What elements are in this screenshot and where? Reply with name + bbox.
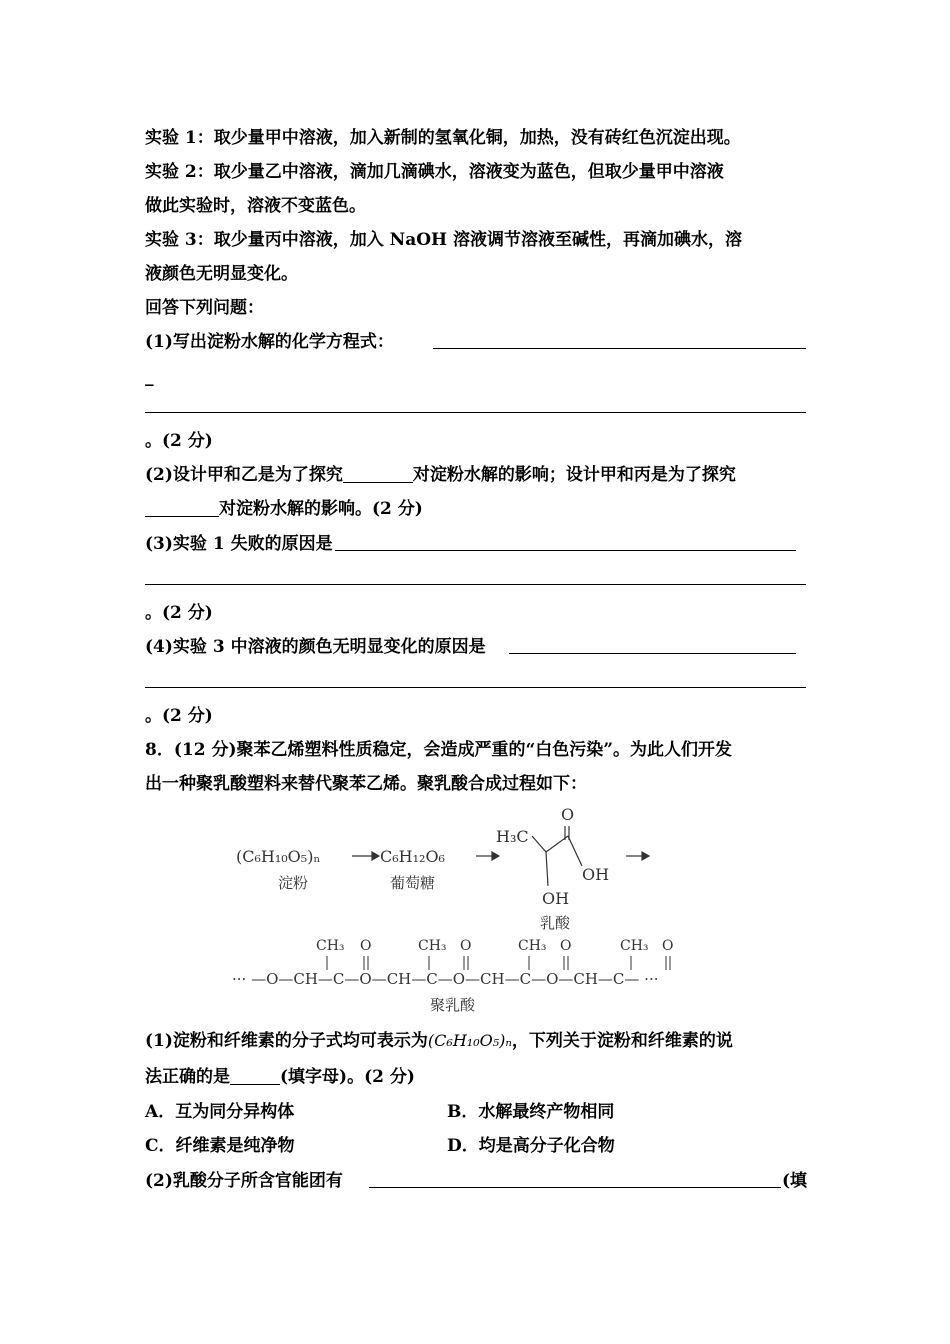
- question-7-2-line2: [145, 498, 423, 520]
- question-7-2-part-c: 对淀粉水解的影响。(2 分): [219, 499, 423, 519]
- experiment-1-text: 实验 1：取少量甲中溶液，加入新制的氢氧化铜，加热，没有砖红色沉淀出现。: [145, 128, 741, 148]
- question-7-3-end: 。(2 分): [145, 603, 213, 623]
- question-8-intro-line1: 8．(12 分)聚苯乙烯塑料性质稳定，会造成严重的“白色污染”。为此人们开发: [145, 740, 733, 760]
- polymer-ch3-4: CH₃: [620, 938, 649, 954]
- answer-blank-7-3a[interactable]: [335, 550, 796, 551]
- question-7-2-line1: [145, 464, 736, 486]
- lactic-h3c: H₃C: [496, 827, 529, 846]
- polymer-o-1: O: [360, 938, 372, 954]
- option-d[interactable]: D．均是高分子化合物: [447, 1136, 615, 1156]
- option-b[interactable]: B．水解最终产物相同: [447, 1102, 615, 1122]
- experiment-3-text-line2: 液颜色无明显变化。: [145, 264, 298, 284]
- question-7-1-end: 。(2 分): [145, 431, 213, 451]
- question-8-1-line2: [145, 1066, 415, 1088]
- glucose-formula: C₆H₁₂O₆: [380, 847, 445, 866]
- experiment-3-text-line1: 实验 3：取少量丙中溶液，加入 NaOH 溶液调节溶液至碱性，再滴加碘水，溶: [145, 230, 743, 250]
- question-8-1-part-b: ，下列关于淀粉和纤维素的说: [511, 1031, 733, 1051]
- answer-blank-7-2b[interactable]: [145, 515, 219, 517]
- polymer-chain: ··· —O—CH—C—O—CH—C—O—CH—C—O—CH—C— ···: [232, 970, 659, 988]
- starch-label: 淀粉: [278, 874, 309, 892]
- polylactic-acid-synthesis-scheme: [230, 800, 720, 1020]
- question-7-4-end: 。(2 分): [145, 706, 213, 726]
- arrow-1-head: [372, 852, 379, 860]
- polymer-o-2: O: [460, 938, 472, 954]
- question-7-4-label: (4)实验 3 中溶液的颜色无明显变化的原因是: [145, 637, 486, 657]
- option-a[interactable]: A．互为同分异构体: [145, 1102, 295, 1122]
- option-c[interactable]: C．纤维素是纯净物: [145, 1136, 295, 1156]
- question-8-1-part-a: (1)淀粉和纤维素的分子式均可表示为: [145, 1031, 428, 1051]
- answer-blank-7-4b[interactable]: [145, 687, 806, 688]
- glucose-label: 葡萄糖: [390, 874, 436, 892]
- question-8-2-end: (填: [782, 1171, 808, 1191]
- lactic-acid-oh: OH: [582, 865, 610, 884]
- question-8-1-part-c: 法正确的是: [145, 1067, 230, 1087]
- lactic-hydroxyl-oh: OH: [542, 889, 570, 908]
- starch-formula: (C₆H₁₀O₅)ₙ: [236, 847, 321, 866]
- question-7-2-part-a: (2)设计甲和乙是为了探究: [145, 465, 343, 485]
- stray-underscore: _: [145, 367, 154, 387]
- answer-intro: 回答下列问题：: [145, 298, 264, 318]
- polymer-ch3-3: CH₃: [518, 938, 547, 954]
- arrow-3-head: [642, 852, 649, 860]
- polymer-o-4: O: [662, 938, 674, 954]
- question-8-2-label: (2)乳酸分子所含官能团有: [145, 1171, 343, 1191]
- answer-blank-7-2a[interactable]: [343, 481, 413, 483]
- polymer-ch3-2: CH₃: [418, 938, 447, 954]
- experiment-2-text-line1: 实验 2：取少量乙中溶液，滴加几滴碘水，溶液变为蓝色，但取少量甲中溶液: [145, 162, 724, 182]
- question-7-1-label: (1)写出淀粉水解的化学方程式：: [145, 332, 394, 352]
- polymer-label: 聚乳酸: [430, 996, 476, 1014]
- answer-blank-8-2[interactable]: [369, 1187, 781, 1188]
- answer-blank-7-4a[interactable]: [509, 653, 796, 654]
- lactic-acid-skeleton: [532, 826, 582, 886]
- answer-blank-8-1[interactable]: [230, 1083, 280, 1085]
- experiment-2-text-line2: 做此实验时，溶液不变蓝色。: [145, 196, 366, 216]
- starch-cellulose-formula: (C₆H₁₀O₅)ₙ: [427, 1031, 512, 1050]
- answer-blank-7-1b[interactable]: [145, 412, 806, 413]
- lactic-acid-label: 乳酸: [540, 914, 571, 932]
- answer-blank-7-1a[interactable]: [433, 348, 806, 349]
- question-8-intro-line2: 出一种聚乳酸塑料来替代聚苯乙烯。聚乳酸合成过程如下：: [145, 774, 587, 794]
- polymer-o-3: O: [560, 938, 572, 954]
- question-8-1-part-d: (填字母)。(2 分): [280, 1067, 415, 1087]
- polymer-bonds: [327, 956, 670, 970]
- question-8-1-line1: [145, 1030, 733, 1052]
- question-7-3-label: (3)实验 1 失败的原因是: [145, 534, 333, 554]
- polymer-ch3-1: CH₃: [316, 938, 345, 954]
- lactic-carbonyl-o: O: [561, 805, 575, 824]
- question-7-2-part-b: 对淀粉水解的影响；设计甲和丙是为了探究: [412, 465, 736, 485]
- answer-blank-7-3b[interactable]: [145, 584, 806, 585]
- arrow-2-head: [492, 852, 499, 860]
